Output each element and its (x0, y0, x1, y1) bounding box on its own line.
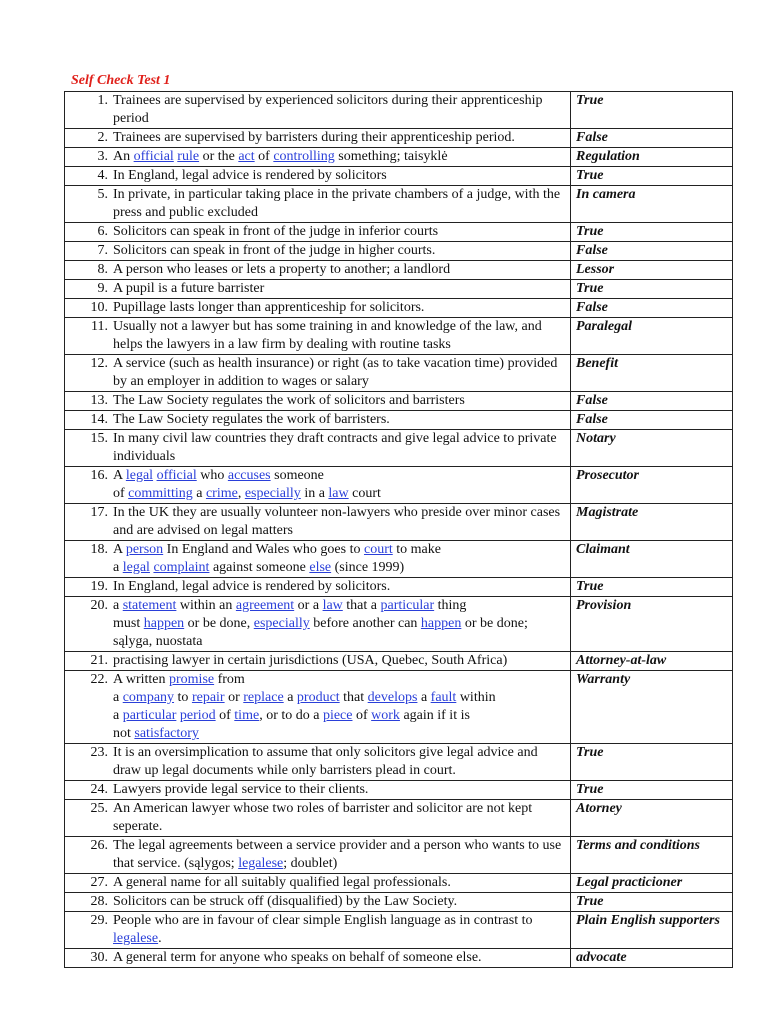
question-text-fragment: or be done, (184, 616, 254, 631)
question-number: 6. (97, 224, 108, 239)
table-row (65, 92, 733, 129)
question-number: 26. (90, 838, 108, 853)
question-text-fragment: Solicitors can speak in front of the judge in higher courts. (113, 243, 436, 258)
table-row (65, 912, 733, 949)
dictionary-link[interactable]: controlling (273, 149, 335, 164)
question-text (113, 800, 570, 836)
question-text-fragment: A (113, 542, 126, 557)
question-line (65, 167, 570, 185)
question-text-fragment: A written (113, 672, 169, 687)
question-text-fragment: Trainees are supervised by barristers during their apprenticeship period. (113, 130, 515, 145)
question-text (113, 912, 570, 948)
dictionary-link[interactable]: develops (367, 690, 418, 705)
answer-cell: False (571, 411, 733, 430)
question-text-fragment: Lawyers provide legal service to their clients. (113, 782, 369, 797)
table-row (65, 430, 733, 467)
question-line (65, 242, 570, 260)
question-text-fragment: or be done; sąlyga, nuostata (113, 616, 528, 649)
table-row (65, 261, 733, 280)
question-cell (65, 949, 571, 968)
table-row (65, 671, 733, 744)
question-text (113, 186, 570, 222)
question-cell (65, 671, 571, 744)
answer-cell: False (571, 129, 733, 148)
answer-cell: Warranty (571, 671, 733, 744)
question-line (65, 578, 570, 596)
question-text-fragment: of (352, 708, 372, 723)
dictionary-link[interactable]: especially (244, 486, 301, 501)
question-line (65, 392, 570, 410)
table-row (65, 223, 733, 242)
table-row (65, 781, 733, 800)
answer-cell: Regulation (571, 148, 733, 167)
question-text (113, 504, 570, 540)
question-text (113, 223, 570, 241)
question-text-fragment: before another can (309, 616, 421, 631)
table-row (65, 186, 733, 223)
table-row (65, 299, 733, 318)
question-number: 11. (91, 319, 108, 334)
question-text-fragment: or a (294, 598, 323, 613)
answer-cell: Lessor (571, 261, 733, 280)
question-text-fragment: a (113, 560, 123, 575)
dictionary-link[interactable]: fault (430, 690, 457, 705)
question-line (65, 355, 570, 391)
question-number: 30. (90, 950, 108, 965)
dictionary-link[interactable]: official (156, 468, 197, 483)
question-line (65, 186, 570, 222)
question-text-fragment: a (192, 486, 206, 501)
dictionary-link[interactable]: law (322, 598, 343, 613)
dictionary-link[interactable]: committing (128, 486, 193, 501)
question-text (113, 652, 570, 670)
question-cell (65, 280, 571, 299)
dictionary-link[interactable]: rule (177, 149, 200, 164)
dictionary-link[interactable]: crime (205, 486, 238, 501)
dictionary-link[interactable]: legal (125, 468, 154, 483)
question-text (113, 893, 570, 911)
question-text (113, 167, 570, 185)
dictionary-link[interactable]: agreement (235, 598, 295, 613)
question-line (65, 874, 570, 892)
dictionary-link[interactable]: statement (122, 598, 177, 613)
table-row (65, 837, 733, 874)
question-cell (65, 430, 571, 467)
question-text (113, 874, 570, 892)
question-cell (65, 318, 571, 355)
question-text (113, 467, 570, 503)
question-text (113, 541, 570, 577)
question-text-fragment: A service (such as health insurance) or right (as to take vacation time) provided by an employer in addition to wages or salary (113, 356, 558, 389)
answer-cell: Paralegal (571, 318, 733, 355)
table-row (65, 242, 733, 261)
question-text (113, 949, 570, 967)
question-cell (65, 242, 571, 261)
question-text-fragment: court (348, 486, 381, 501)
self-check-table (64, 91, 733, 968)
question-text-fragment: who (196, 468, 228, 483)
question-number: 19. (90, 579, 108, 594)
answer-cell: True (571, 92, 733, 129)
page-title: Self Check Test 1 (71, 73, 171, 88)
dictionary-link[interactable]: satisfactory (134, 726, 199, 741)
question-cell (65, 167, 571, 186)
question-text-fragment: again if it is (399, 708, 470, 723)
question-line (65, 837, 570, 873)
question-line (65, 671, 570, 743)
question-text-fragment: or the (199, 149, 239, 164)
question-cell (65, 129, 571, 148)
question-number: 28. (90, 894, 108, 909)
question-text-fragment: A person who leases or lets a property to another; a landlord (113, 262, 451, 277)
question-cell (65, 392, 571, 411)
question-number: 18. (90, 542, 108, 557)
answer-cell: Attorney-at-law (571, 652, 733, 671)
question-number: 29. (90, 913, 108, 928)
question-text-fragment: (since 1999) (331, 560, 405, 575)
question-line (65, 318, 570, 354)
dictionary-link[interactable]: complaint (153, 560, 210, 575)
question-cell (65, 467, 571, 504)
dictionary-link[interactable]: period (179, 708, 216, 723)
dictionary-link[interactable]: official (133, 149, 174, 164)
question-text-fragment: People who are in favour of clear simple English language as in contrast to (113, 913, 533, 928)
question-cell (65, 411, 571, 430)
table-row (65, 800, 733, 837)
question-text-fragment: Pupillage lasts longer than apprenticeship for solicitors. (113, 300, 425, 315)
question-text (113, 92, 570, 128)
question-cell (65, 504, 571, 541)
question-cell (65, 893, 571, 912)
question-line (65, 893, 570, 911)
question-line (65, 280, 570, 298)
dictionary-link[interactable]: promise (169, 672, 215, 687)
question-text-fragment: within (456, 690, 496, 705)
answer-cell: Prosecutor (571, 467, 733, 504)
dictionary-link[interactable]: product (296, 690, 340, 705)
question-text-fragment: ; doublet) (283, 856, 338, 871)
question-number: 2. (97, 130, 108, 145)
question-text-fragment: something; taisyklė (334, 149, 448, 164)
question-text-fragment: a (417, 690, 431, 705)
answer-cell: True (571, 578, 733, 597)
question-text (113, 781, 570, 799)
table-row (65, 355, 733, 392)
table-row (65, 148, 733, 167)
question-text (113, 148, 570, 166)
dictionary-link[interactable]: time (234, 708, 260, 723)
dictionary-link[interactable]: accuses (227, 468, 271, 483)
question-number: 12. (90, 356, 108, 371)
question-line (65, 148, 570, 166)
dictionary-link[interactable]: else (309, 560, 332, 575)
question-number: 22. (90, 672, 108, 687)
question-text-fragment: practising lawyer in certain jurisdictions (USA, Quebec, South Africa) (113, 653, 508, 668)
question-text-fragment: . (158, 931, 162, 946)
answer-cell: False (571, 392, 733, 411)
answer-cell: False (571, 299, 733, 318)
table-row (65, 893, 733, 912)
question-text (113, 261, 570, 279)
dictionary-link[interactable]: legalese (238, 856, 284, 871)
question-text-fragment: An (113, 149, 134, 164)
table-row (65, 597, 733, 652)
question-cell (65, 912, 571, 949)
question-text (113, 597, 570, 651)
question-line (65, 467, 570, 503)
question-text-fragment: against someone (209, 560, 310, 575)
answer-cell: In camera (571, 186, 733, 223)
question-cell (65, 299, 571, 318)
question-line (65, 744, 570, 780)
question-text-fragment: In England, legal advice is rendered by solicitors (113, 168, 387, 183)
dictionary-link[interactable]: happen (143, 616, 185, 631)
question-text-fragment: thing (434, 598, 467, 613)
question-text (113, 299, 570, 317)
table-row (65, 392, 733, 411)
question-text-fragment: a (113, 598, 123, 613)
question-cell (65, 874, 571, 893)
question-text (113, 318, 570, 354)
question-number: 10. (90, 300, 108, 315)
question-number: 7. (97, 243, 108, 258)
answer-cell: Plain English supporters (571, 912, 733, 949)
question-number: 16. (90, 468, 108, 483)
question-text (113, 671, 570, 743)
question-text-fragment: a (113, 690, 123, 705)
table-row (65, 411, 733, 430)
question-text-fragment: , (237, 486, 245, 501)
dictionary-link[interactable]: legalese (113, 931, 159, 946)
answer-cell: Benefit (571, 355, 733, 392)
question-line (65, 299, 570, 317)
question-text-fragment: An American lawyer whose two roles of barrister and solicitor are not kept seperate. (113, 801, 533, 834)
question-cell (65, 223, 571, 242)
dictionary-link[interactable]: especially (253, 616, 310, 631)
table-row (65, 949, 733, 968)
question-number: 5. (97, 187, 108, 202)
question-number: 17. (90, 505, 108, 520)
table-row (65, 467, 733, 504)
question-text-fragment: of (254, 149, 274, 164)
question-text-fragment: someone (270, 468, 324, 483)
question-text-fragment: of (113, 486, 129, 501)
question-line (65, 541, 570, 577)
question-number: 27. (90, 875, 108, 890)
question-line (65, 504, 570, 540)
table-row (65, 280, 733, 299)
question-line (65, 129, 570, 147)
question-number: 3. (97, 149, 108, 164)
dictionary-link[interactable]: happen (420, 616, 462, 631)
question-text (113, 392, 570, 410)
question-text-fragment: In many civil law countries they draft contracts and give legal advice to private individuals (113, 431, 557, 464)
question-text-fragment: within an (176, 598, 236, 613)
question-text (113, 744, 570, 780)
question-line (65, 800, 570, 836)
dictionary-link[interactable]: law (328, 486, 349, 501)
question-text-fragment: A general term for anyone who speaks on behalf of someone else. (113, 950, 482, 965)
question-number: 25. (90, 801, 108, 816)
question-text-fragment: The Law Society regulates the work of barristers. (113, 412, 390, 427)
question-text-fragment: that a (342, 598, 381, 613)
question-number: 8. (97, 262, 108, 277)
question-number: 13. (90, 393, 108, 408)
question-text-fragment: from (214, 672, 245, 687)
answer-cell: True (571, 167, 733, 186)
question-cell (65, 92, 571, 129)
question-text-fragment: to make (392, 542, 441, 557)
question-text (113, 411, 570, 429)
question-text (113, 129, 570, 147)
dictionary-link[interactable]: replace (243, 690, 284, 705)
question-line (65, 411, 570, 429)
answer-cell: Magistrate (571, 504, 733, 541)
question-text-fragment: Solicitors can be struck off (disqualified) by the Law Society. (113, 894, 458, 909)
question-line (65, 652, 570, 670)
question-cell (65, 578, 571, 597)
dictionary-link[interactable]: repair (191, 690, 225, 705)
table-row (65, 744, 733, 781)
question-text-fragment: to (174, 690, 192, 705)
question-text (113, 355, 570, 391)
answer-cell: Terms and conditions (571, 837, 733, 874)
question-text-fragment: The legal agreements between a service provider and a person who wants to use that service. (sąlygos; (113, 838, 562, 871)
question-line (65, 949, 570, 967)
question-cell (65, 800, 571, 837)
question-text-fragment: that (339, 690, 368, 705)
table-row (65, 541, 733, 578)
question-text-fragment: A (113, 468, 126, 483)
answer-cell: True (571, 893, 733, 912)
question-number: 24. (90, 782, 108, 797)
question-cell (65, 261, 571, 280)
question-line (65, 430, 570, 466)
table-row (65, 874, 733, 893)
question-text-fragment: not (113, 726, 135, 741)
dictionary-link[interactable]: act (238, 149, 255, 164)
question-cell (65, 837, 571, 874)
answer-cell: Legal practicioner (571, 874, 733, 893)
question-line (65, 261, 570, 279)
question-cell (65, 597, 571, 652)
question-text-fragment: A pupil is a future barrister (113, 281, 265, 296)
dictionary-link[interactable]: court (363, 542, 393, 557)
question-text-fragment: In private, in particular taking place in the private chambers of a judge, with the press and public excluded (113, 187, 561, 220)
answer-cell: Claimant (571, 541, 733, 578)
question-number: 21. (90, 653, 108, 668)
question-text-fragment: A general name for all suitably qualified legal professionals. (113, 875, 451, 890)
question-text-fragment: It is an oversimplication to assume that only solicitors give legal advice and draw up legal documents while only barristers plead in court. (113, 745, 538, 778)
question-line (65, 92, 570, 128)
question-text-fragment: The Law Society regulates the work of solicitors and barristers (113, 393, 465, 408)
table-row (65, 129, 733, 148)
dictionary-link[interactable]: legal (122, 560, 150, 575)
answer-cell: advocate (571, 949, 733, 968)
answer-cell: True (571, 280, 733, 299)
dictionary-link[interactable]: person (125, 542, 164, 557)
question-number: 14. (90, 412, 108, 427)
question-text-fragment: In England, legal advice is rendered by solicitors. (113, 579, 391, 594)
answer-cell: True (571, 781, 733, 800)
answer-cell: True (571, 744, 733, 781)
dictionary-link[interactable]: particular (122, 708, 177, 723)
question-text-fragment: a (283, 690, 297, 705)
dictionary-link[interactable]: company (122, 690, 175, 705)
question-text-fragment: in a (300, 486, 329, 501)
question-cell (65, 148, 571, 167)
question-text-fragment: of (215, 708, 235, 723)
answer-cell: Atorney (571, 800, 733, 837)
question-text (113, 280, 570, 298)
answer-cell: Notary (571, 430, 733, 467)
question-number: 15. (90, 431, 108, 446)
question-number: 9. (97, 281, 108, 296)
table-body (65, 92, 733, 968)
question-number: 20. (90, 598, 108, 613)
question-text-fragment: Solicitors can speak in front of the judge in inferior courts (113, 224, 439, 239)
question-text (113, 578, 570, 596)
question-text (113, 242, 570, 260)
table-row (65, 578, 733, 597)
question-cell (65, 744, 571, 781)
table-row (65, 652, 733, 671)
question-text-fragment: In England and Wales who goes to (163, 542, 364, 557)
dictionary-link[interactable]: piece (322, 708, 353, 723)
question-cell (65, 652, 571, 671)
dictionary-link[interactable]: particular (380, 598, 435, 613)
question-cell (65, 355, 571, 392)
question-text-fragment: must (113, 616, 144, 631)
question-line (65, 597, 570, 651)
question-line (65, 223, 570, 241)
answer-cell: True (571, 223, 733, 242)
question-line (65, 781, 570, 799)
question-text-fragment: or (224, 690, 244, 705)
question-text-fragment: Usually not a lawyer but has some training in and knowledge of the law, and helps the lawyers in a law firm by dealing with routine tasks (113, 319, 542, 352)
question-cell (65, 781, 571, 800)
question-text (113, 430, 570, 466)
question-cell (65, 186, 571, 223)
question-text-fragment: In the UK they are usually volunteer non-lawyers who preside over minor cases and are advised on legal matters (113, 505, 561, 538)
answer-cell: False (571, 242, 733, 261)
question-text (113, 837, 570, 873)
question-number: 23. (90, 745, 108, 760)
question-number: 4. (97, 168, 108, 183)
question-line (65, 912, 570, 948)
table-row (65, 318, 733, 355)
question-number: 1. (97, 93, 108, 108)
question-text-fragment: a (113, 708, 123, 723)
question-text-fragment: , or to do a (259, 708, 323, 723)
dictionary-link[interactable]: work (371, 708, 400, 723)
question-cell (65, 541, 571, 578)
table-row (65, 504, 733, 541)
question-text-fragment: Trainees are supervised by experienced solicitors during their apprenticeship period (113, 93, 543, 126)
table-row (65, 167, 733, 186)
answer-cell: Provision (571, 597, 733, 652)
